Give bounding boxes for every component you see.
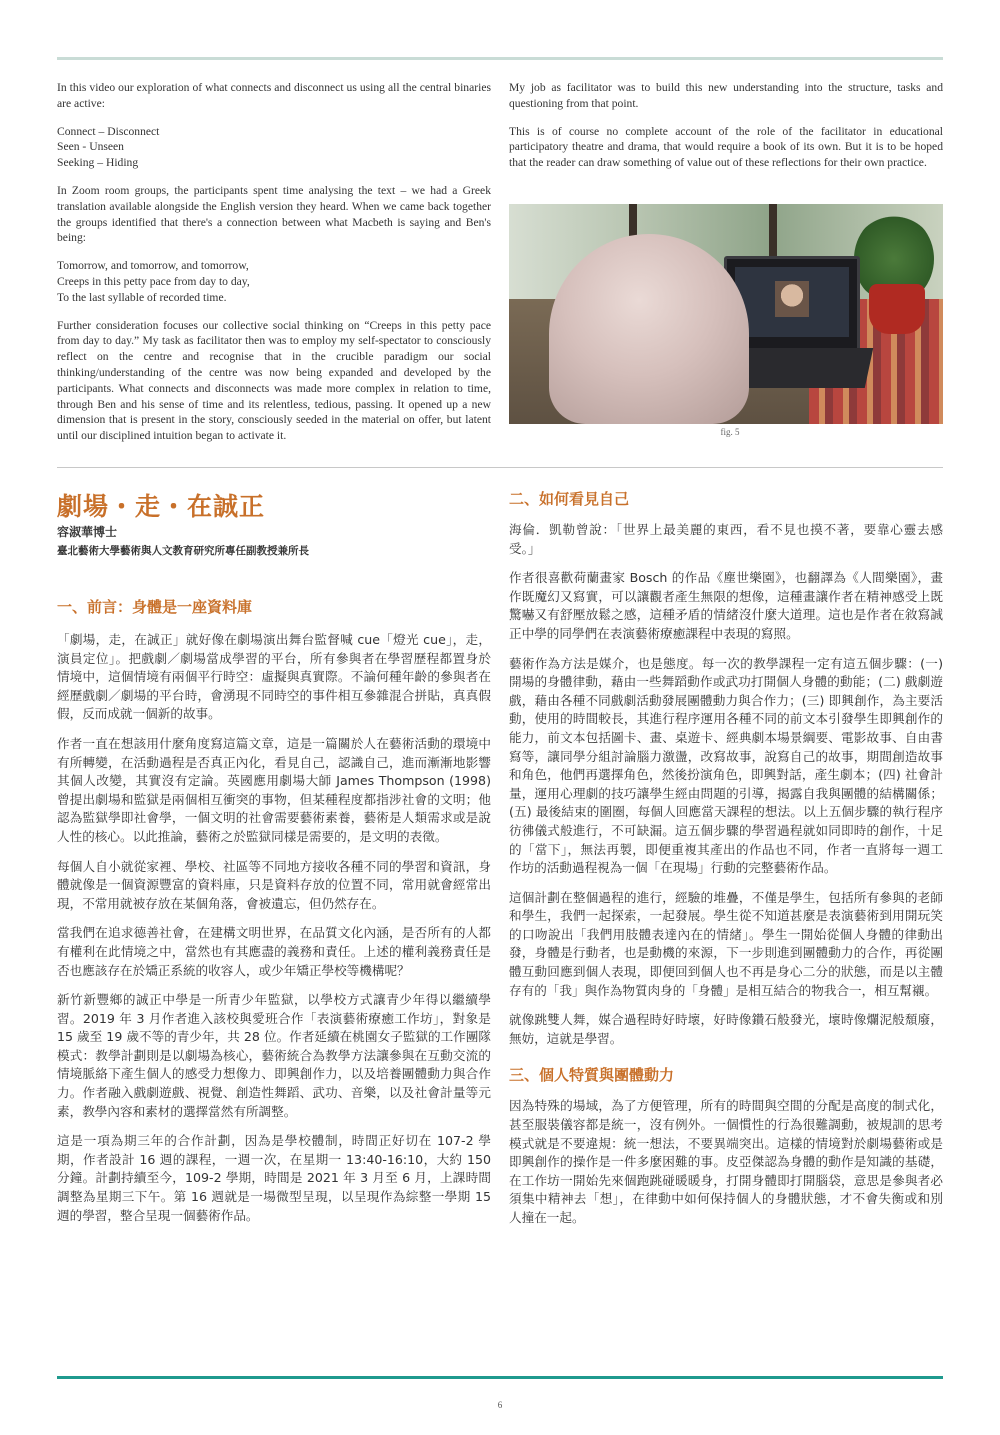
quote-line: Tomorrow, and tomorrow, and tomorrow, — [57, 259, 249, 273]
english-paragraph: My job as facilitator was to build this new understanding into the structure, tasks and questioning from that point. — [509, 81, 943, 110]
body-paragraph: 就像跳雙人舞，媒合過程時好時壞，好時像鑽石般發光，壞時像爛泥般頹廢，無妨，這就是學習。 — [509, 1012, 943, 1046]
figure-photo — [509, 204, 943, 424]
body-paragraph: 藝術作為方法是媒介，也是態度。每一次的教學課程一定有這五個步驟：(一) 開場的身體律動，藉由一些舞蹈動作或武功打開個人身體的動能；(二) 戲劇遊戲，藉由各種不同戲劇活動發展團體動力與合作力；(三) 即興創作，為主要活動，使用的時間較長，其進行程序運用各種不同的前文本引發學生即興創作的能力，前文本包括圖卡、畫、桌遊卡、經典劇本場景綱要、電影故事、自由書寫等，讓同學分組討論腦力激盪，改寫故事，說寫自己的故事，期間創造故事和角色，他們再選擇角色，然後扮演角色，即興對話，產生劇本；(四) 社會計量，運用心理劇的技巧讓學生經由問題的引導，揭露自我與團體的結構關係；(五) 最後結束的圍圈，每個人回應當天課程的想法。以上五個步驟的執行程序彷彿儀式般進行，不可缺漏。這五個步驟的學習過程就如同即時的創作，十足的「當下」，無法再製，即便重複其產出的作品也不同，作者一直將每一週工作坊的活動過程視為一個「在現場」行動的完整藝術作品。 — [509, 655, 943, 876]
body-paragraph: 作者很喜歡荷蘭畫家 Bosch 的作品《塵世樂園》，也翻譯為《人間樂園》，畫作既魔幻又寫實，可以讓觀者產生無限的想像，這種畫讓作者在精神感受上既驚嚇又有舒壓放鬆之感，這種矛盾的情緒沒什麼大道理。這也是作者在敘寫誠正中學的同學們在表演藝術療癒課程中表現的寫照。 — [509, 570, 943, 641]
english-left-column — [57, 80, 491, 456]
chinese-right-column — [509, 488, 943, 1239]
section-heading: 三、個人特質與團體動力 — [509, 1066, 675, 1085]
body-paragraph: 新竹新豐鄉的誠正中學是一所青少年監獄，以學校方式讓青少年得以繼續學習。2019 年 3 月作者進入該校與愛班合作「表演藝術療癒工作坊」，對象是 15 歲至 19 歲不等的青少年，共 28 位。作者延續在桃園女子監獄的工作團隊模式：教學計劃則是以劇場為核心，藝術統合為教學方法讓參與在互動交流的情境脈絡下產生個人的感受力想像力、即興創作力，以及培養團體動力與合作力。作者融入戲劇遊戲、視覺、創造性舞蹈、武功、音樂，以及社會計量等元素，教學內容和素材的選擇當然有所調整。 — [57, 992, 491, 1119]
author-name: 容淑華博士 — [57, 525, 118, 539]
quote-line: Creeps in this petty pace from day to day, — [57, 274, 250, 288]
english-paragraph: This is of course no complete account of the role of the facilitator in educational participatory theatre and drama, that would require a book of its own. But it is to be hoped that the reader can draw something of value out of these reflections for their own practice. — [509, 124, 943, 170]
top-rule — [57, 57, 943, 60]
english-right-column — [509, 80, 943, 183]
body-paragraph: 這是一項為期三年的合作計劃，因為是學校體制，時間正好切在 107-2 學期，作者設計 16 週的課程，一週一次，在星期一 13:40-16:10，大約 150 分鐘。計劃持續至今，109-2 學期，時間是 2021 年 3 月至 6 月，上課時間調整為星期三下午。第 16 週就是一場微型呈現，以呈現作為綜整一學期 15 週的學習，整合呈現一個藝術作品。 — [57, 1133, 491, 1223]
binary-item: Seeking – Hiding — [57, 156, 139, 170]
body-paragraph: 當我們在追求德善社會，在建構文明世界，在品質文化內涵，是否所有的人都有權利在此情境之中，當然也有其應盡的義務和責任。上述的權利義務責任是否也應該存在於矯正系統的收容人，或少年矯正學校等機構呢？ — [57, 925, 491, 978]
binary-item: Connect – Disconnect — [57, 124, 160, 138]
section-heading: 二、如何看見自己 — [509, 490, 630, 508]
body-paragraph: 每個人自小就從家裡、學校、社區等不同地方接收各種不同的學習和資訊，身體就像是一個資源豐富的資料庫，只是資料存放的位置不同，常用就會經常出現，不常用就被存放在某個角落，會被遺忘，但仍然存在。 — [57, 858, 491, 911]
photo-hooded-person — [549, 234, 749, 424]
chinese-left-column — [57, 596, 491, 1236]
english-paragraph: In Zoom room groups, the participants spent time analysing the text – we had a Greek translation available alongside the English version they heard. When we came back together the groups identified that there's a connection between what Macbeth is saying and Ben's being: — [57, 183, 491, 245]
body-paragraph: 作者一直在想該用什麼角度寫這篇文章，這是一篇關於人在藝術活動的環境中有所轉變，在活動過程是否真正內化，看見自己，認識自己，進而漸漸地影響其個人改變，其實沒有定論。英國應用劇場大師 James Thompson (1998) 曾提出劇場和監獄是兩個相互衝突的事物，但某種程度都指涉社會的文明；他認為監獄學即社會學，一個文明的社會需要藝術素養，藝術是人類需求或是說人性的核心。以此推論，藝術之於監獄同樣是需要的，是文明的表徵。 — [57, 735, 491, 844]
binaries-list — [57, 124, 491, 171]
english-paragraph: In this video our exploration of what connects and disconnect us using all the central binaries are active: — [57, 81, 491, 110]
page-number: 6 — [497, 1400, 503, 1410]
section-heading: 一、前言：身體是一座資料庫 — [57, 598, 253, 616]
body-paragraph: 海倫．凱勒曾說：「世界上最美麗的東西，看不見也摸不著，要靠心靈去感受。」 — [509, 522, 943, 556]
binary-item: Seen - Unseen — [57, 140, 124, 154]
body-paragraph: 「劇場，走，在誠正」就好像在劇場演出舞台監督喊 cue「燈光 cue」，走，演員定位」。把戲劇／劇場當成學習的平台，所有參與者在學習歷程都置身於情境中，這個情境有兩個平行時空：虛擬與真實際。不論何種年齡的參與者在經歷戲劇／劇場的平台時，會湧現不同時空的事件相互參雜混合拼貼，真真假假，反而成就一個新的故事。 — [57, 632, 491, 722]
english-paragraph: Further consideration focuses our collective social thinking on “Creeps in this petty pace from day to day.” My task as facilitator then was to employ my self-spectator to consciously reflect on the centre and recognise that in the crucible paradigm our social thinking/understanding of the centre was now being expanded and developed by the participants. What connects and disconnects was made more complex in relation to time, through Ben and his sense of time and its relentless, tedious, passing. It opened up a new dimension that is present in the story, consciously seeded in the material on offer, but latent until our disciplined intuition began to activate it. — [57, 318, 491, 443]
body-paragraph: 因為特殊的場域，為了方便管理，所有的時間與空間的分配是高度的制式化，甚至服裝儀容都是統一，沒有例外。一個慣性的行為很難調動，被規訓的思考模式就是不要違規：統一想法，不要異端突出。這樣的情境對於劇場藝術或是即興創作的操作是一件多麼困難的事。皮亞傑認為身體的動作是知識的基礎，在工作坊一開始先來個跑跳碰暖暖身，打開身體即打開腦袋，意思是參與者必須集中精神去「想」，在律動中如何保持個人的身體狀態，才不會失衡或和別人撞在一起。 — [509, 1098, 943, 1225]
body-paragraph: 這個計劃在整個過程的進行，經驗的堆疊，不僅是學生，包括所有參與的老師和學生，我們一起探索，一起發展。學生從不知道甚麼是表演藝術到用開玩笑的口吻說出「我們用肢體表達內在的情緒」。學生一開始從個人身體的律動出發，身體是行動者，也是動機的來源，下一步則進到團體動力的合作，再從團體互動回應到個人表現，即便回到個人也不再是身心二分的狀態，而是以主體存有的「我」與作為物質肉身的「身體」是相互結合的物我合一，相互幫襯。 — [509, 889, 943, 998]
photo-pot — [869, 284, 925, 334]
figure-caption: fig. 5 — [720, 427, 740, 437]
author-affiliation: 臺北藝術大學藝術與人文教育研究所專任副教授兼所長 — [57, 545, 309, 557]
article-title: 劇場・走・在誠正 — [57, 492, 266, 521]
macbeth-quote — [57, 258, 491, 305]
quote-line: To the last syllable of recorded time. — [57, 290, 227, 304]
photo-video-face — [775, 281, 809, 317]
photo-laptop-screen — [735, 267, 849, 337]
section-divider — [57, 467, 943, 468]
bottom-rule — [57, 1376, 943, 1379]
